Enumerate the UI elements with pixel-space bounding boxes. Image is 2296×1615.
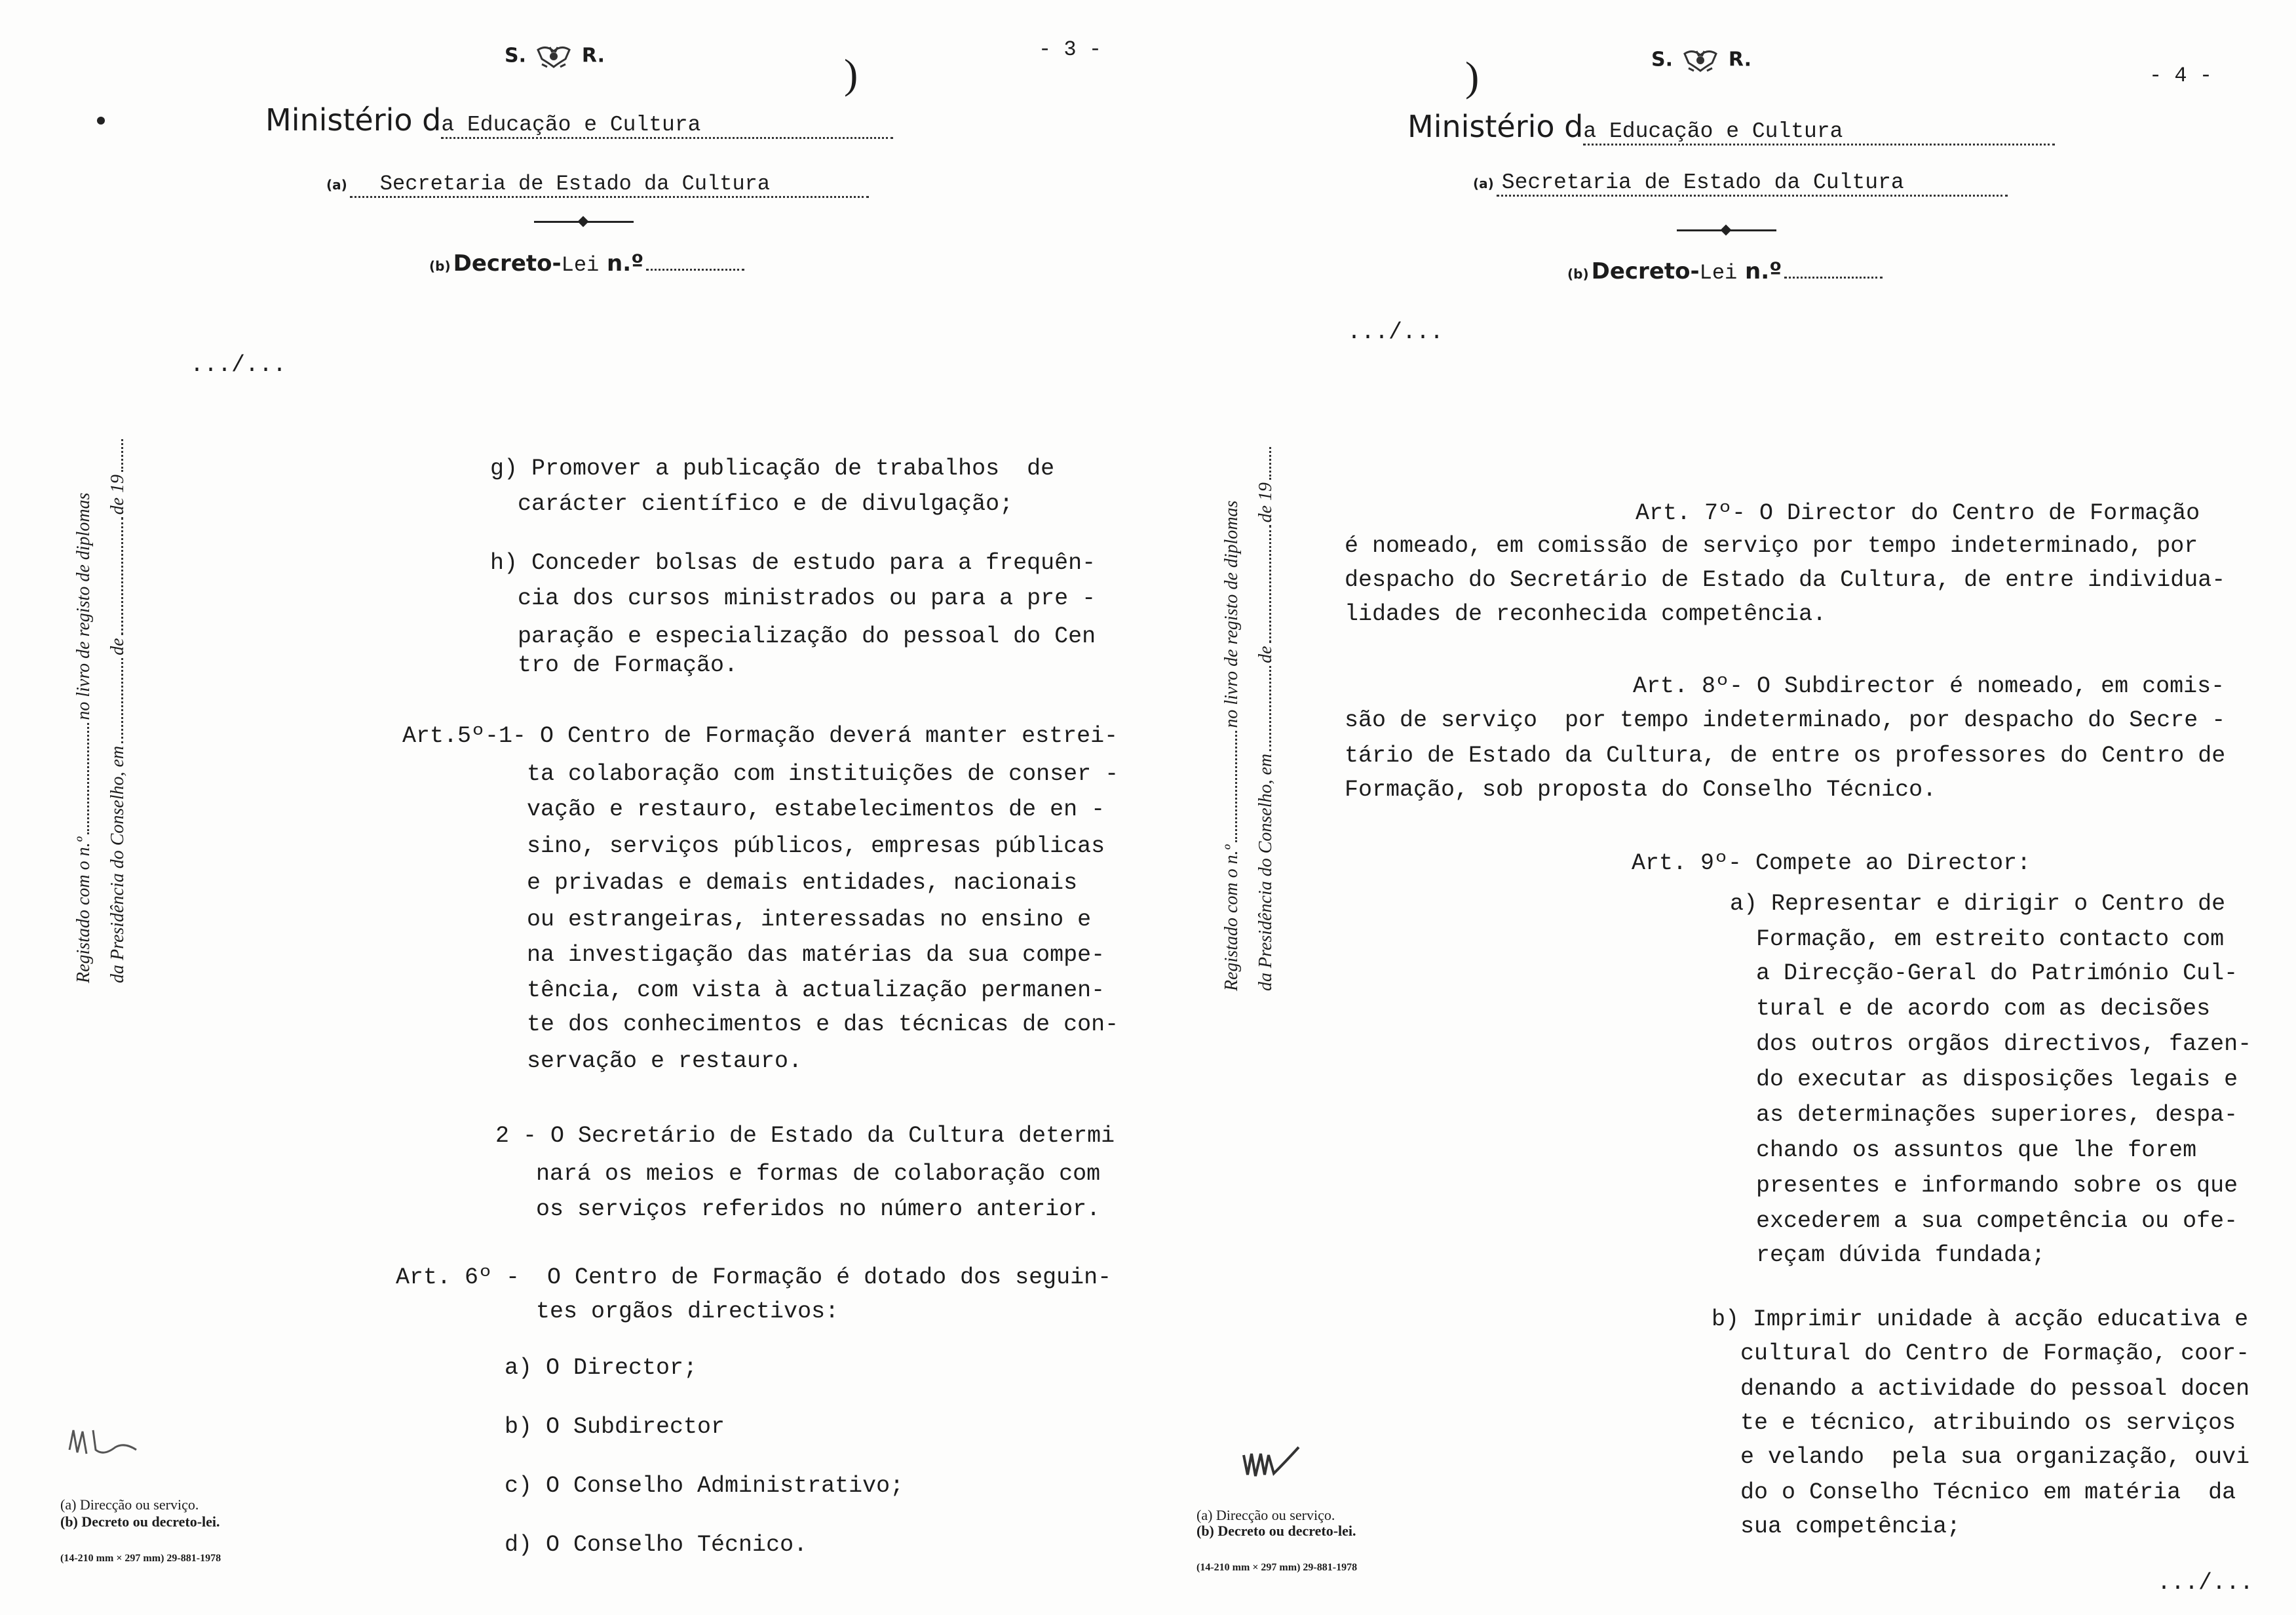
margin-note-livro: no livro de registo de diplomas xyxy=(1221,500,1242,728)
decreto-suffix: n.º xyxy=(599,250,644,277)
a-marker: (a) xyxy=(326,177,347,193)
secretariat-name: Secretaria de Estado da Cultura xyxy=(1497,170,2008,197)
margin-note-year: de 19 xyxy=(107,474,128,515)
letterhead-sr xyxy=(505,43,605,69)
art6-line-1: Art. 6º - O Centro de Formação é dotado dos seguin- xyxy=(396,1264,1112,1291)
footer-note-b: (b) Decreto ou decreto-lei. xyxy=(1196,1523,1356,1539)
margin-note-registado: Registado com o n.º xyxy=(1221,844,1242,991)
decreto-number-field xyxy=(646,269,744,271)
letterhead-r: R. xyxy=(1728,48,1751,71)
item-h-line-4: tro de Formação. xyxy=(518,652,738,678)
ministry-label: Ministério d xyxy=(265,102,442,138)
divider-diamond xyxy=(1721,225,1732,236)
art9-a-line-10: excederem a sua competência ou ofe- xyxy=(1756,1208,2238,1234)
decreto-suffix: n.º xyxy=(1737,258,1782,284)
footer-note-a: (a) Direcção ou serviço. xyxy=(60,1496,199,1513)
margin-note-registado: Registado com o n.º xyxy=(73,836,94,983)
coat-of-arms-icon xyxy=(1679,47,1721,73)
art5-line-8: tência, com vista à actualização permanen- xyxy=(527,977,1105,1003)
art5-line-6: ou estrangeiras, interessadas no ensino e xyxy=(527,906,1092,933)
ministry-name: a Educação e Cultura xyxy=(1583,119,2055,146)
footer-note-a: (a) Direcção ou serviço. xyxy=(1196,1507,1335,1523)
divider-diamond xyxy=(578,216,589,227)
b-marker: (b) xyxy=(429,258,451,274)
margin-note-year-field xyxy=(121,439,123,472)
art7-line-3: despacho do Secretário de Estado da Cultura, de entre individua- xyxy=(1345,567,2226,593)
art9-b-line-3: denando a actividade do pessoal docen xyxy=(1740,1376,2250,1402)
secretariat-line xyxy=(326,172,869,198)
letterhead-s: S. xyxy=(505,44,527,68)
art8-line-1: Art. 8º- O Subdirector é nomeado, em comis- xyxy=(1633,673,2225,699)
art5-line-9: te dos conhecimentos e das técnicas de con- xyxy=(527,1011,1119,1038)
decreto-lei: Lei xyxy=(561,253,600,277)
ministry-line xyxy=(1407,109,2055,146)
decreto-line xyxy=(429,250,744,277)
margin-note-month-field xyxy=(1269,525,1271,643)
art9-b-line-1: b) Imprimir unidade à acção educativa e xyxy=(1712,1306,2249,1333)
art9-a-line-7: as determinações superiores, despa- xyxy=(1756,1102,2238,1128)
art9-a-line-1: a) Representar e dirigir o Centro de xyxy=(1730,891,2226,917)
art9-b-line-2: cultural do Centro de Formação, coor- xyxy=(1740,1340,2250,1367)
item-h-line-2: cia dos cursos ministrados ou para a pre - xyxy=(518,585,1096,612)
art9-heading: Art. 9º- Compete ao Director: xyxy=(1632,850,2031,876)
decreto-label: Decreto- xyxy=(1591,258,1700,284)
margin-note-day-field xyxy=(121,658,123,743)
art5-2-line-3: os serviços referidos no número anterior. xyxy=(536,1196,1101,1222)
decreto-number-field xyxy=(1784,277,1883,279)
margin-note-presidencia: da Presidência do Conselho, em xyxy=(107,745,128,983)
initials-signature xyxy=(1240,1442,1325,1488)
decreto-lei: Lei xyxy=(1699,261,1738,285)
art5-line-5: e privadas e demais entidades, nacionais xyxy=(527,870,1078,896)
art9-a-line-6: do executar as disposições legais e xyxy=(1756,1066,2238,1093)
art5-line-1: Art.5º-1- O Centro de Formação deverá manter estrei- xyxy=(402,723,1119,749)
decreto-label: Decreto- xyxy=(453,250,562,277)
art5-2-line-2: nará os meios e formas de colaboração com xyxy=(536,1161,1101,1187)
letterhead-s: S. xyxy=(1651,48,1674,71)
art6-item-a: a) O Director; xyxy=(505,1355,698,1381)
art9-a-line-3: a Direcção-Geral do Património Cul- xyxy=(1756,960,2238,986)
art9-a-line-2: Formação, em estreito contacto com xyxy=(1756,926,2225,952)
margin-note-year: de 19 xyxy=(1255,482,1276,523)
secretariat-line xyxy=(1473,170,2008,197)
item-h-line-3: paração e especialização do pessoal do Cen xyxy=(518,623,1096,650)
margin-note-number-field xyxy=(1235,731,1237,842)
secretariat-name: Secretaria de Estado da Cultura xyxy=(350,172,869,198)
art8-line-3: tário de Estado da Cultura, de entre os professores do Centro de xyxy=(1345,743,2226,769)
margin-note xyxy=(72,439,131,983)
continuation-marker: .../... xyxy=(190,352,287,378)
margin-note-number-field xyxy=(87,723,89,834)
coat-of-arms-icon xyxy=(533,43,575,69)
art5-line-2: ta colaboração com instituições de conser - xyxy=(527,761,1119,787)
item-g-line-2: carácter científico e de divulgação; xyxy=(518,491,1014,517)
b-marker: (b) xyxy=(1567,266,1589,282)
continuation-marker: .../... xyxy=(1347,319,1444,345)
paren-mark: ) xyxy=(1465,53,1480,100)
ministry-name: a Educação e Cultura xyxy=(441,113,893,139)
margin-note-presidencia: da Presidência do Conselho, em xyxy=(1255,753,1276,991)
art5-line-3: vação e restauro, estabelecimentos de en - xyxy=(527,796,1105,823)
art8-line-2: são de serviço por tempo indeterminado, por despacho do Secre - xyxy=(1345,707,2226,733)
margin-note-de: de xyxy=(1255,646,1276,663)
end-continuation-marker: .../... xyxy=(2157,1570,2254,1596)
art9-b-line-7: sua competência; xyxy=(1740,1513,1961,1540)
paren-mark: ) xyxy=(844,50,858,97)
initials-signature xyxy=(64,1424,143,1469)
art7-line-2: é nomeado, em comissão de serviço por tempo indeterminado, por xyxy=(1345,533,2198,559)
art8-line-4: Formação, sob proposta do Conselho Técnico. xyxy=(1345,777,1937,803)
punch-dot xyxy=(97,117,105,125)
decreto-line xyxy=(1567,258,1883,285)
footer-print-code: (14-210 mm × 297 mm) 29-881-1978 xyxy=(60,1553,221,1564)
margin-note-de: de xyxy=(107,638,128,655)
art9-b-line-6: do o Conselho Técnico em matéria da xyxy=(1740,1479,2236,1506)
page-number: - 3 - xyxy=(1039,37,1102,62)
margin-note-day-field xyxy=(1269,666,1271,751)
ministry-label: Ministério d xyxy=(1407,109,1584,144)
art7-line-1: Art. 7º- O Director do Centro de Formação xyxy=(1636,500,2200,526)
art6-item-d: d) O Conselho Técnico. xyxy=(505,1532,808,1558)
art9-a-line-9: presentes e informando sobre os que xyxy=(1756,1173,2238,1199)
margin-note-year-field xyxy=(1269,447,1271,480)
footer-note-b: (b) Decreto ou decreto-lei. xyxy=(60,1513,220,1530)
a-marker: (a) xyxy=(1473,176,1494,191)
art5-line-4: sino, serviços públicos, empresas públicas xyxy=(527,833,1105,859)
margin-note xyxy=(1220,447,1279,991)
art6-line-2: tes orgãos directivos: xyxy=(536,1298,839,1325)
art9-a-line-5: dos outros orgãos directivos, fazen- xyxy=(1756,1031,2252,1057)
item-g-line-1: g) Promover a publicação de trabalhos de xyxy=(490,456,1055,482)
art9-b-line-5: e velando pela sua organização, ouvi xyxy=(1740,1444,2250,1470)
art7-line-4: lidades de reconhecida competência. xyxy=(1345,601,1827,627)
letterhead-sr xyxy=(1651,47,1751,73)
right-page xyxy=(1148,0,2296,1615)
letterhead-r: R. xyxy=(581,44,605,68)
art5-line-7: na investigação das matérias da sua compe- xyxy=(527,942,1105,968)
art6-item-c: c) O Conselho Administrativo; xyxy=(505,1473,904,1499)
footer-print-code: (14-210 mm × 297 mm) 29-881-1978 xyxy=(1196,1562,1358,1573)
art9-a-line-4: tural e de acordo com as decisões xyxy=(1756,996,2211,1022)
ministry-line xyxy=(265,102,893,139)
art9-a-line-8: chando os assuntos que lhe forem xyxy=(1756,1137,2197,1163)
item-h-line-1: h) Conceder bolsas de estudo para a frequên- xyxy=(490,550,1096,576)
page-number: - 4 - xyxy=(2149,64,2213,88)
art5-2-line-1: 2 - O Secretário de Estado da Cultura determi xyxy=(495,1123,1115,1149)
margin-note-livro: no livro de registo de diplomas xyxy=(73,492,94,720)
art9-a-line-11: reçam dúvida fundada; xyxy=(1756,1242,2046,1268)
art5-line-10: servação e restauro. xyxy=(527,1048,803,1074)
art6-item-b: b) O Subdirector xyxy=(505,1414,725,1440)
margin-note-month-field xyxy=(121,517,123,635)
art9-b-line-4: te e técnico, atribuindo os serviços xyxy=(1740,1410,2236,1436)
